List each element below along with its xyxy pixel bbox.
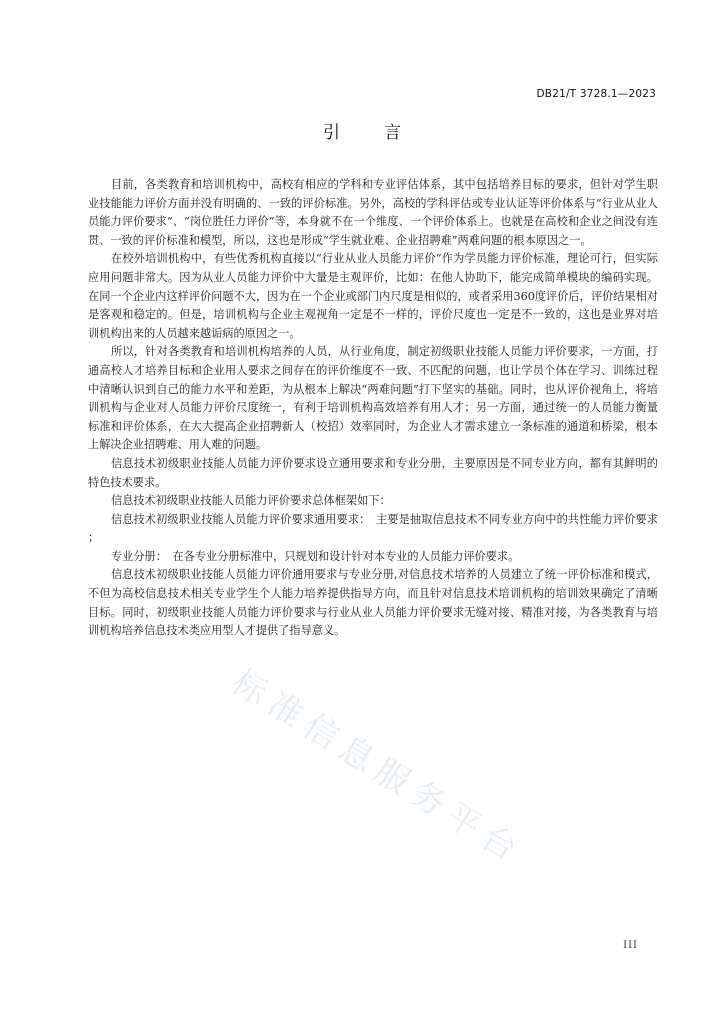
document-code: DB21/T 3728.1—2023: [536, 88, 656, 100]
paragraph: 信息技术初级职业技能人员能力评价要求总体框架如下：: [110, 494, 391, 508]
page-title: 引言: [323, 123, 445, 143]
paragraph: 信息技术初级职业技能人员能力评价通用要求与专业分册,对信息技术培养的人员建立了统一评价标准和模式，不但为高校信息技术相关专业学生个人能力培养提供指导方向，而且针对信息技术培训机构的培训效果确定了清晰目标。同时，初级职业技能人员能力评价要求与行业从业人员能力评价要求无缝对接、精准对接，为各类教育与培训机构培养信息技术类应用型人才提供了指导意义。: [88, 568, 658, 638]
paragraph: 目前，各类教育和培训机构中，高校有相应的学科和专业评估体系，其中包括培养目标的要求，但针对学生职业技能能力评价方面并没有明确的、一致的评价标准。另外，高校的学科评估或专业认证等评价体系与“行业从业人员能力评价要求”、“岗位胜任力评价”等，本身就不在一个维度、一个评价体系上。也就是在高校和企业之间没有连贯、一致的评价标准和模型，所以，这也是形成“学生就业难、企业招聘难”两难问题的根本原因之一。: [88, 178, 658, 247]
paragraph: 在校外培训机构中，有些优秀机构直接以“行业从业人员能力评价”作为学员能力评价标准，理论可行，但实际应用问题非常大。因为从业人员能力评价中大量是主观评价，比如：在他人协助下，能完成简单模块的编码实现。在同一个企业内这样评价问题不大，因为在一个企业或部门内尺度是相似的，或者采用360度评价后，评价结果相对是客观和稳定的。但是，培训机构与企业主观视角一定是不一样的，评价尺度也一定是不一致的，这也是业界对培训机构出来的人员越来越诟病的原因之一。: [88, 252, 658, 340]
introduction-body: [88, 176, 658, 641]
paragraph: 信息技术初级职业技能人员能力评价要求设立通用要求和专业分册，主要原因是不同专业方向，都有其鲜明的特色技术要求。: [88, 456, 658, 489]
paragraph: 所以，针对各类教育和培训机构培养的人员，从行业角度，制定初级职业技能人员能力评价要求，一方面，打通高校人才培养目标和企业用人要求之间存在的评价维度不一致、不匹配的问题，也让学员个体在学习、训练过程中清晰认识到自己的能力水平和差距，为从根本上解决“两难问题”打下坚实的基础。同时，也从评价视角上，将培训机构与企业对人员能力评价尺度统一，有利于培训机构高效培养有用人才；另一方面，通过统一的人员能力衡量标准和评价体系，在大大提高企业招聘新人（校招）效率同时，为企业人才需求建立一条标准的通道和桥梁，根本上解决企业招聘难、用人难的问题。: [88, 345, 658, 452]
page-number: III: [623, 940, 638, 951]
paragraph: 专业分册： 在各专业分册标准中，只规划和设计针对本专业的人员能力评价要求。: [110, 549, 520, 563]
paragraph: 信息技术初级职业技能人员能力评价要求通用要求： 主要是抽取信息技术不同专业方向中的共性能力评价要求 ；: [88, 512, 658, 545]
watermark: 标准信息服务平台: [224, 661, 531, 874]
